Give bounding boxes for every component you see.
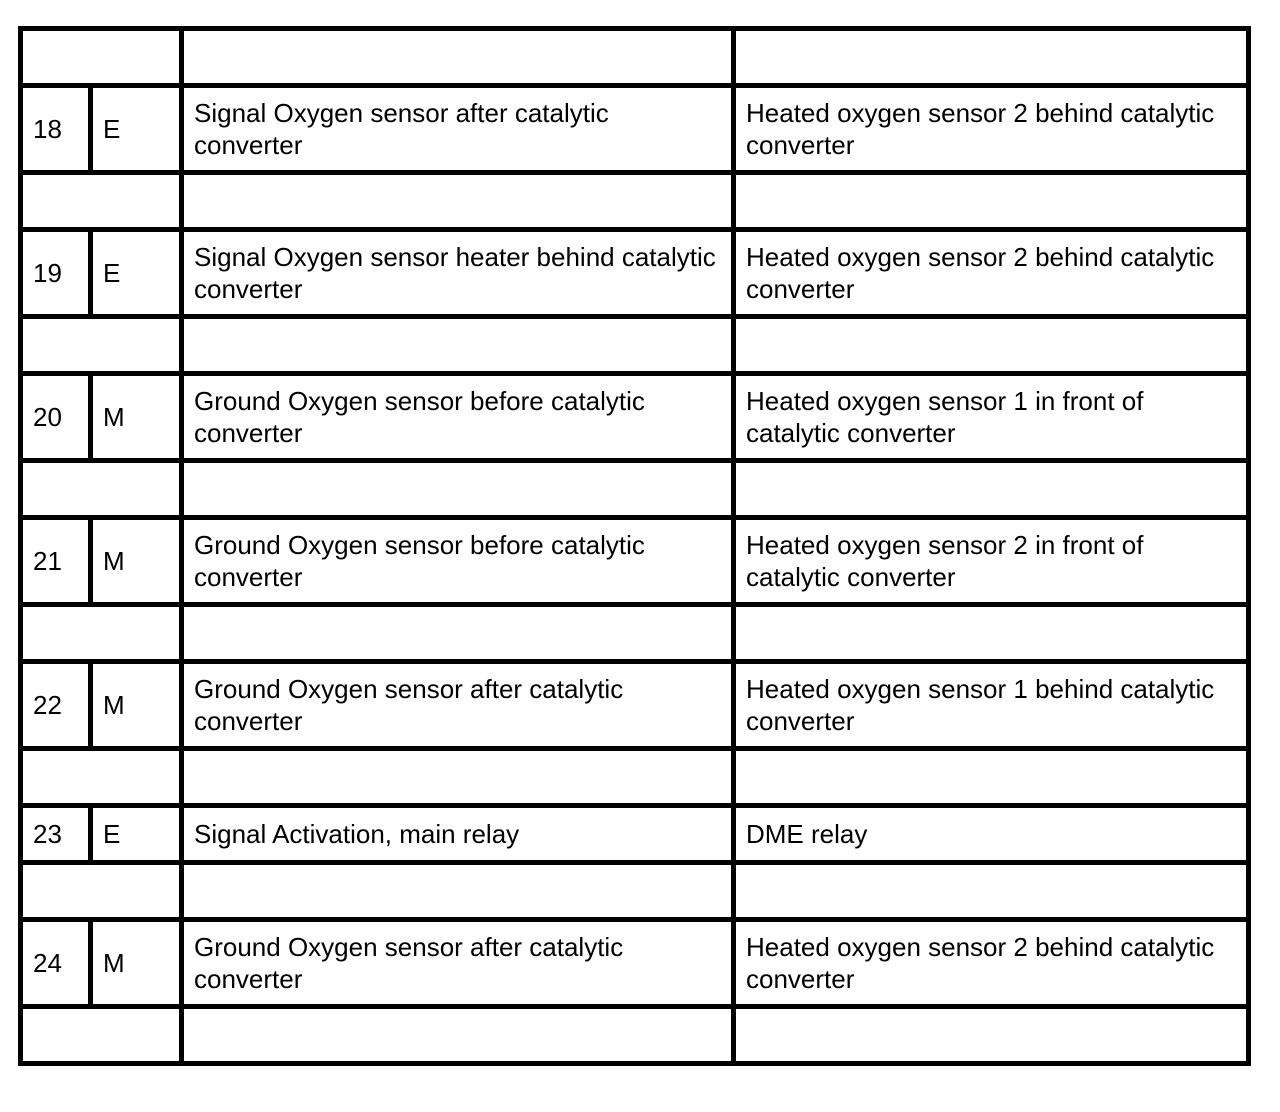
signal-type-cell: M bbox=[91, 374, 182, 461]
table-row bbox=[21, 662, 1249, 749]
empty-cell bbox=[21, 29, 182, 86]
empty-cell bbox=[182, 1007, 734, 1064]
empty-cell bbox=[734, 461, 1249, 518]
empty-cell bbox=[182, 749, 734, 806]
pin-number-cell: 23 bbox=[21, 806, 91, 863]
component-cell: Heated oxygen sensor 2 behind catalytic converter bbox=[734, 920, 1249, 1007]
signal-type-cell: M bbox=[91, 662, 182, 749]
empty-cell bbox=[734, 317, 1249, 374]
empty-cell bbox=[21, 1007, 182, 1064]
empty-cell bbox=[734, 863, 1249, 920]
table-row bbox=[21, 374, 1249, 461]
table-row bbox=[21, 86, 1249, 173]
pin-number-cell: 18 bbox=[21, 86, 91, 173]
empty-cell bbox=[734, 1007, 1249, 1064]
table-row bbox=[21, 230, 1249, 317]
signal-type-cell: M bbox=[91, 518, 182, 605]
empty-cell bbox=[182, 863, 734, 920]
pin-number-cell: 20 bbox=[21, 374, 91, 461]
empty-cell bbox=[734, 749, 1249, 806]
empty-cell bbox=[21, 749, 182, 806]
empty-cell bbox=[21, 461, 182, 518]
empty-row bbox=[21, 461, 1249, 518]
pin-number-cell: 22 bbox=[21, 662, 91, 749]
signal-type-cell: E bbox=[91, 86, 182, 173]
empty-cell bbox=[734, 605, 1249, 662]
component-cell: Heated oxygen sensor 2 in front of catalytic converter bbox=[734, 518, 1249, 605]
table-row bbox=[21, 518, 1249, 605]
empty-row bbox=[21, 605, 1249, 662]
component-cell: Heated oxygen sensor 1 in front of catalytic converter bbox=[734, 374, 1249, 461]
component-cell: Heated oxygen sensor 2 behind catalytic converter bbox=[734, 86, 1249, 173]
pin-number-cell: 24 bbox=[21, 920, 91, 1007]
empty-cell bbox=[182, 605, 734, 662]
function-cell: Ground Oxygen sensor after catalytic converter bbox=[182, 920, 734, 1007]
empty-cell bbox=[21, 173, 182, 230]
empty-cell bbox=[21, 863, 182, 920]
empty-cell bbox=[734, 173, 1249, 230]
pin-number-cell: 21 bbox=[21, 518, 91, 605]
empty-cell bbox=[182, 317, 734, 374]
empty-cell bbox=[734, 29, 1249, 86]
pin-number-cell: 19 bbox=[21, 230, 91, 317]
empty-cell bbox=[21, 605, 182, 662]
table-row bbox=[21, 920, 1249, 1007]
component-cell: DME relay bbox=[734, 806, 1249, 863]
empty-row bbox=[21, 863, 1249, 920]
component-cell: Heated oxygen sensor 1 behind catalytic converter bbox=[734, 662, 1249, 749]
empty-row bbox=[21, 317, 1249, 374]
signal-type-cell: E bbox=[91, 806, 182, 863]
function-cell: Signal Oxygen sensor after catalytic converter bbox=[182, 86, 734, 173]
function-cell: Ground Oxygen sensor after catalytic converter bbox=[182, 662, 734, 749]
pin-assignment-table bbox=[18, 26, 1251, 1066]
function-cell: Signal Oxygen sensor heater behind catalytic converter bbox=[182, 230, 734, 317]
empty-cell bbox=[182, 461, 734, 518]
function-cell: Signal Activation, main relay bbox=[182, 806, 734, 863]
signal-type-cell: E bbox=[91, 230, 182, 317]
function-cell: Ground Oxygen sensor before catalytic converter bbox=[182, 374, 734, 461]
signal-type-cell: M bbox=[91, 920, 182, 1007]
component-cell: Heated oxygen sensor 2 behind catalytic converter bbox=[734, 230, 1249, 317]
function-cell: Ground Oxygen sensor before catalytic converter bbox=[182, 518, 734, 605]
empty-cell bbox=[182, 173, 734, 230]
table-row bbox=[21, 806, 1249, 863]
empty-row bbox=[21, 1007, 1249, 1064]
empty-row bbox=[21, 173, 1249, 230]
empty-row bbox=[21, 29, 1249, 86]
empty-cell bbox=[182, 29, 734, 86]
empty-row bbox=[21, 749, 1249, 806]
empty-cell bbox=[21, 317, 182, 374]
